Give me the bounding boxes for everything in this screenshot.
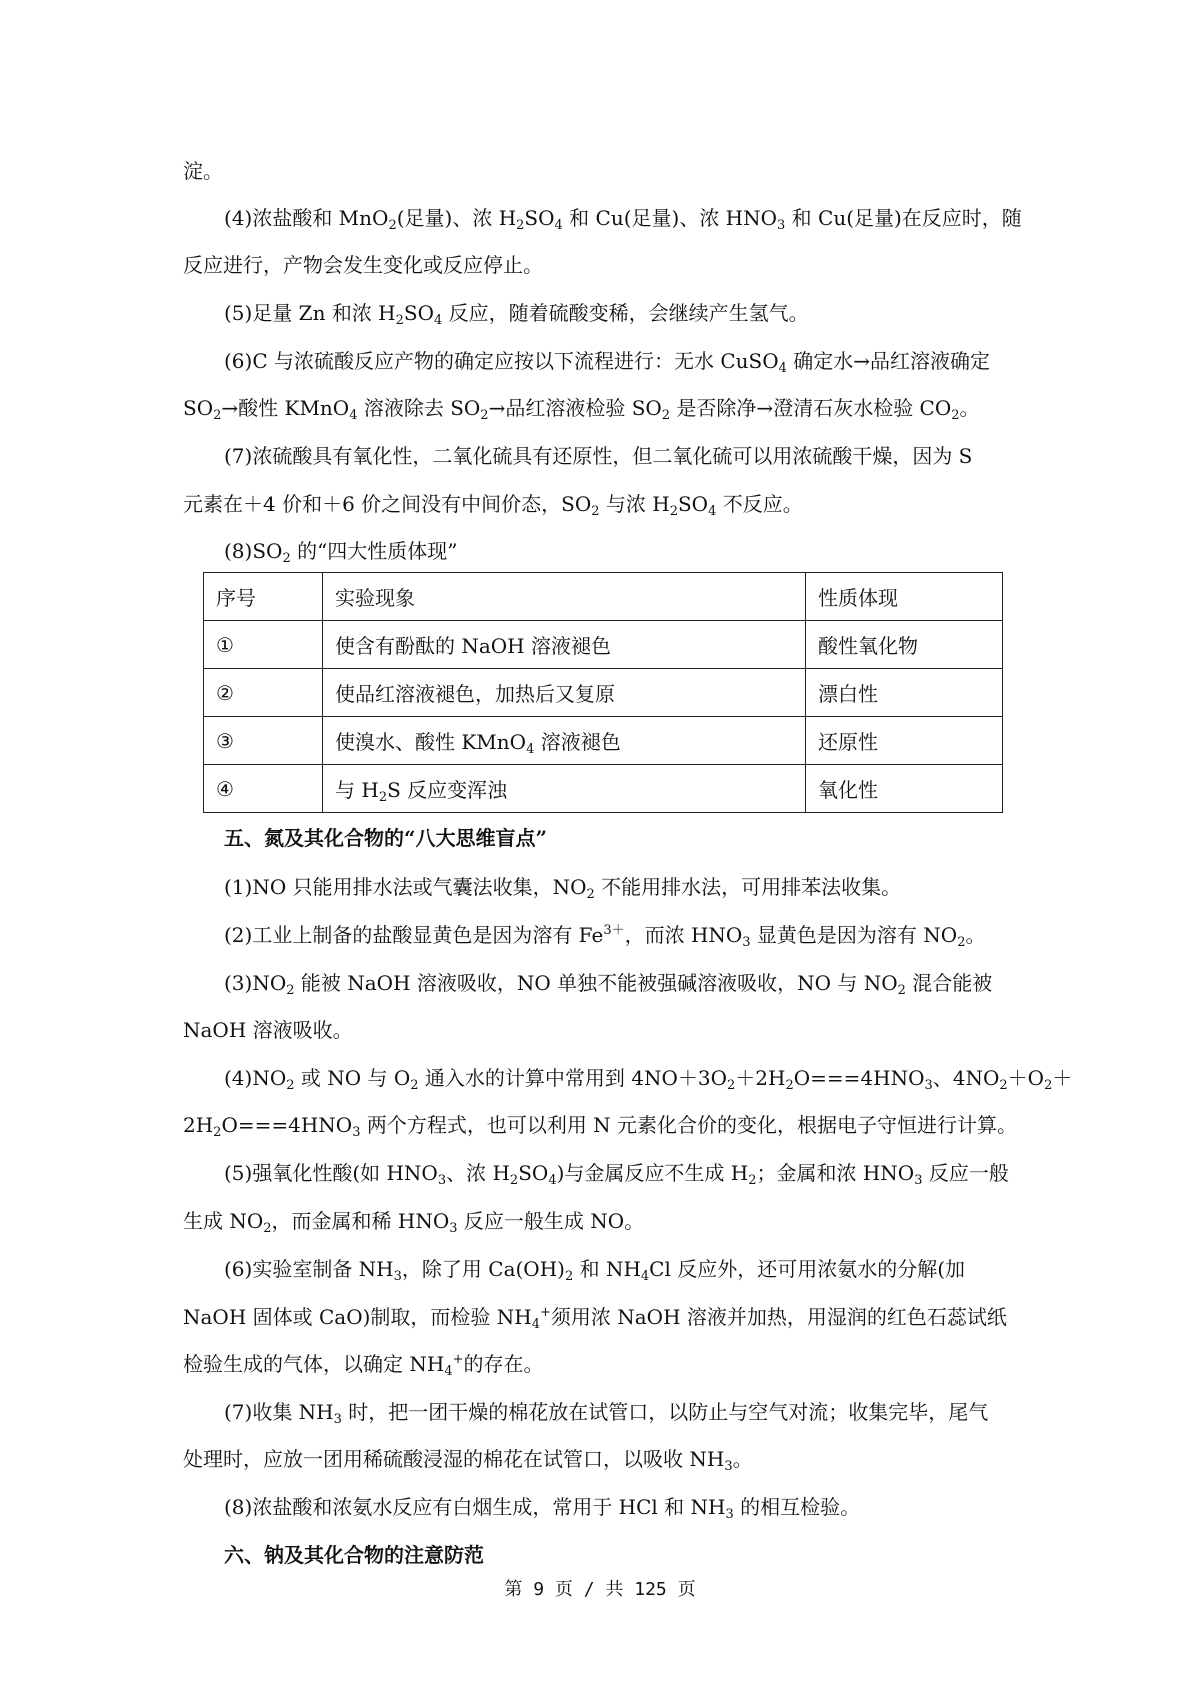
- table-cell: 使溴水、酸性 KMnO$_4$ 溶液褪色: [323, 717, 806, 765]
- table-header-row: [204, 573, 1003, 621]
- table-row: [204, 717, 1003, 765]
- table-row: [204, 669, 1003, 717]
- paragraph-line: 反应进行，产物会发生变化或反应停止。: [183, 253, 543, 277]
- table-cell: ①: [204, 621, 323, 669]
- page-footer: 第 9 页 / 共 125 页: [504, 1579, 696, 1600]
- paragraph-line: (8)浓盐酸和浓氨水反应有白烟生成，常用于 HCl 和 $NH_3$ 的相互检验。: [224, 1495, 861, 1522]
- paragraph-line: $(3)NO_2$ 能被 NaOH 溶液吸收，NO 单独不能被强碱溶液吸收，NO 与 $NO_2$ 混合能被: [224, 971, 993, 998]
- paragraph-line: (6)实验室制备 $NH_3$，除了用 $Ca(OH)_2$ 和 $NH_4Cl$ 反应外，还可用浓氨水的分解(加: [224, 1257, 966, 1284]
- table-header-cell: 性质体现: [806, 573, 1003, 621]
- table-cell: 酸性氧化物: [806, 621, 1003, 669]
- table-header-cell: 实验现象: [323, 573, 806, 621]
- paragraph-line: $(8)SO_2$ 的“四大性质体现”: [224, 539, 458, 566]
- paragraph-line: $2H_2O===4HNO_3$ 两个方程式，也可以利用 N 元素化合价的变化，根据电子守恒进行计算。: [183, 1113, 1018, 1140]
- table-cell: 使品红溶液褪色，加热后又复原: [323, 669, 806, 717]
- paragraph-line: NaOH 溶液吸收。: [183, 1018, 353, 1042]
- paragraph-line: (2)工业上制备的盐酸显黄色是因为溶有 $Fe^{3+}$，而浓 $HNO_3$ 显黄色是因为溶有 $NO_2$。: [224, 923, 986, 950]
- table-cell: 漂白性: [806, 669, 1003, 717]
- so2-properties-table: [203, 572, 1003, 813]
- section-heading: 六、钠及其化合物的注意防范: [224, 1543, 484, 1567]
- paragraph-line: 淀。: [183, 159, 223, 183]
- paragraph-line: 检验生成的气体，以确定 $NH_4^+$的存在。: [183, 1352, 544, 1379]
- paragraph-line: (7)收集 $NH_3$ 时，把一团干燥的棉花放在试管口，以防止与空气对流；收集完毕，尾气: [224, 1400, 989, 1427]
- table-row: [204, 765, 1003, 813]
- section-heading: 五、氮及其化合物的“八大思维盲点”: [224, 826, 548, 850]
- table-cell: ②: [204, 669, 323, 717]
- paragraph-line: (5)足量 Zn 和浓 $H_2SO_4$ 反应，随着硫酸变稀，会继续产生氢气。: [224, 301, 809, 328]
- table-cell: 与 $H_2S$ 反应变浑浊: [323, 765, 806, 813]
- paragraph-line: 元素在＋4 价和＋6 价之间没有中间价态，$SO_2$ 与浓 $H_2SO_4$ 不反应。: [183, 492, 803, 519]
- table-header-cell: 序号: [204, 573, 323, 621]
- table-cell: 使含有酚酞的 NaOH 溶液褪色: [323, 621, 806, 669]
- paragraph-line: (4)浓盐酸和 MnO$_2$(足量)、浓 $H_2SO_4$ 和 Cu(足量)、浓 $HNO_3$ 和 Cu(足量)在反应时，随: [224, 206, 1022, 233]
- paragraph-line: 生成 $NO_2$，而金属和稀 $HNO_3$ 反应一般生成 NO。: [183, 1209, 645, 1236]
- paragraph-line: $(4)NO_2$ 或 NO 与 $O_2$ 通入水的计算中常用到 $4NO+3O_2+2H_2O===4HNO_3$、$4NO_2+O_2+$: [224, 1066, 1073, 1093]
- paragraph-line: (6)C 与浓硫酸反应产物的确定应按以下流程进行：无水 CuSO$_4$ 确定水→品红溶液确定: [224, 349, 991, 376]
- table-cell: 还原性: [806, 717, 1003, 765]
- paragraph-line: 处理时，应放一团用稀硫酸浸湿的棉花在试管口，以吸收 $NH_3$。: [183, 1447, 753, 1474]
- table-row: [204, 621, 1003, 669]
- paragraph-line: (5)强氧化性酸(如 $HNO_3$、浓 $H_2SO_4$)与金属反应不生成 $H_2$；金属和浓 $HNO_3$ 反应一般: [224, 1161, 1009, 1188]
- table-cell: 氧化性: [806, 765, 1003, 813]
- table-cell: ④: [204, 765, 323, 813]
- paragraph-line: (1)NO 只能用排水法或气囊法收集，$NO_2$ 不能用排水法，可用排苯法收集。: [224, 875, 902, 902]
- table-cell: ③: [204, 717, 323, 765]
- paragraph-line: $SO_2\to$酸性 KMnO$_4$ 溶液除去 $SO_2\to$品红溶液检验 $SO_2$ 是否除净→澄清石灰水检验 $CO_2$。: [183, 396, 980, 423]
- paragraph-line: (7)浓硫酸具有氧化性，二氧化硫具有还原性，但二氧化硫可以用浓硫酸干燥，因为 S: [224, 444, 973, 468]
- paragraph-line: NaOH 固体或 CaO)制取，而检验 $NH_4^+$须用浓 NaOH 溶液并加热，用湿润的红色石蕊试纸: [183, 1305, 1007, 1332]
